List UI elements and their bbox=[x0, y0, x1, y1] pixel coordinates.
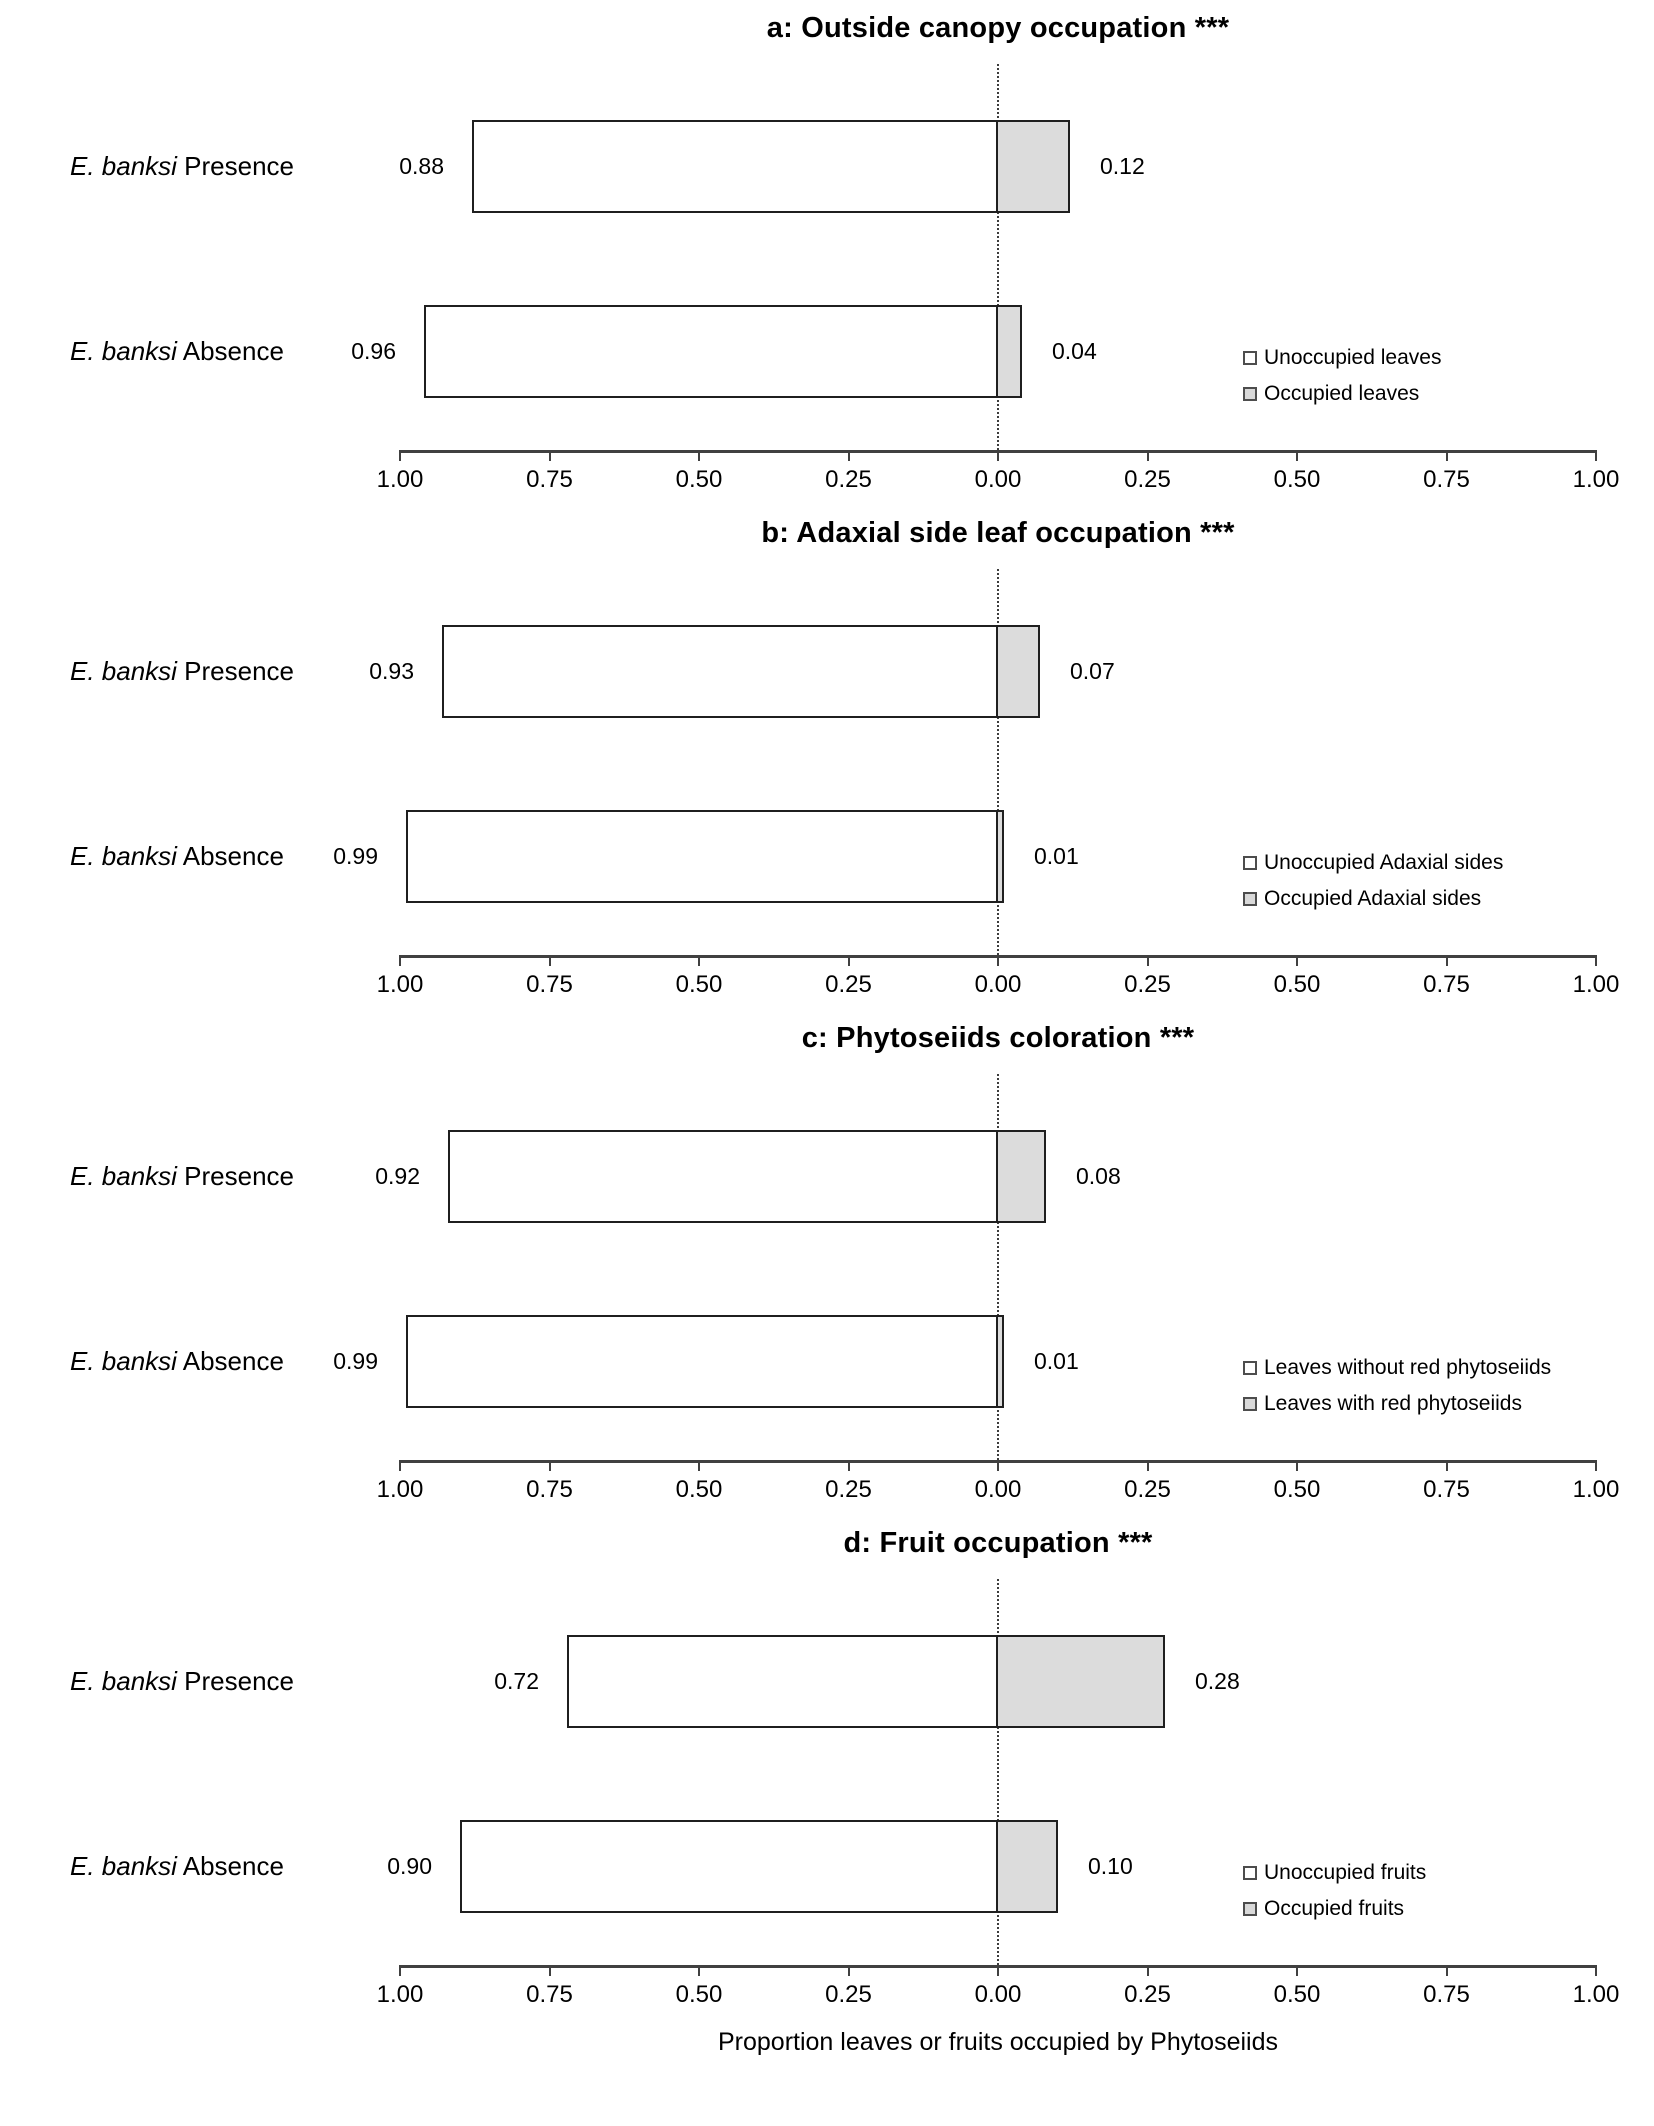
legend-item bbox=[1243, 379, 1441, 409]
right-value-label: 0.10 bbox=[1088, 1852, 1133, 1879]
x-axis-tick-label: 0.50 bbox=[1273, 1476, 1321, 1503]
x-axis-tick-label: 0.50 bbox=[1273, 971, 1321, 998]
x-axis-tick bbox=[399, 1965, 401, 1976]
x-axis-tick bbox=[1147, 955, 1149, 966]
x-axis-tick-label: 1.00 bbox=[1572, 1981, 1620, 2008]
category-label: E. banksi Presence bbox=[70, 655, 295, 686]
left-value-label: 0.92 bbox=[375, 1162, 420, 1189]
legend-swatch-gray-icon bbox=[1243, 387, 1257, 401]
legend-item bbox=[1243, 1353, 1551, 1383]
x-axis-tick bbox=[1446, 450, 1448, 461]
x-axis-tick bbox=[997, 450, 999, 461]
x-axis-tick bbox=[399, 955, 401, 966]
x-axis-tick-label: 0.00 bbox=[974, 1981, 1022, 2008]
panel-title: a: Outside canopy occupation *** bbox=[766, 12, 1230, 44]
category-label: E. banksi Presence bbox=[70, 1160, 295, 1191]
species-name: E. banksi bbox=[70, 150, 177, 181]
x-axis-title: Proportion leaves or fruits occupied by Phytoseiids bbox=[717, 2028, 1278, 2056]
legend-swatch-white-icon bbox=[1243, 1866, 1257, 1880]
x-axis-tick-label: 0.50 bbox=[675, 971, 723, 998]
species-name: E. banksi bbox=[70, 1345, 177, 1376]
x-axis-tick-label: 0.00 bbox=[974, 971, 1022, 998]
x-axis-tick-label: 0.25 bbox=[825, 1476, 872, 1503]
unoccupied-bar bbox=[406, 1315, 998, 1408]
legend-label: Occupied Adaxial sides bbox=[1264, 887, 1482, 910]
x-axis-tick-label: 0.25 bbox=[1124, 1981, 1171, 2008]
unoccupied-bar bbox=[567, 1635, 998, 1728]
unoccupied-bar bbox=[406, 810, 998, 903]
x-axis-tick bbox=[1595, 1460, 1597, 1471]
x-axis-tick-label: 0.75 bbox=[526, 1476, 573, 1503]
panel-title: c: Phytoseiids coloration *** bbox=[801, 1022, 1195, 1054]
legend-item bbox=[1243, 343, 1441, 373]
left-value-label: 0.96 bbox=[351, 337, 396, 364]
legend-swatch-white-icon bbox=[1243, 856, 1257, 870]
unoccupied-bar bbox=[442, 625, 998, 718]
right-value-label: 0.28 bbox=[1195, 1667, 1240, 1694]
x-axis-tick bbox=[549, 955, 551, 966]
panel-title: d: Fruit occupation *** bbox=[843, 1527, 1153, 1559]
category-label: E. banksi Absence bbox=[70, 1345, 284, 1376]
x-axis-tick bbox=[997, 1965, 999, 1976]
x-axis-tick-label: 1.00 bbox=[1572, 971, 1620, 998]
x-axis-tick bbox=[698, 1460, 700, 1471]
legend-label: Leaves without red phytoseiids bbox=[1264, 1356, 1552, 1379]
occupied-bar bbox=[996, 305, 1022, 398]
right-value-label: 0.07 bbox=[1070, 657, 1115, 684]
x-axis-tick-label: 0.00 bbox=[974, 466, 1022, 493]
unoccupied-bar bbox=[460, 1820, 998, 1913]
species-name: E. banksi bbox=[70, 840, 177, 871]
right-value-label: 0.01 bbox=[1034, 1347, 1079, 1374]
x-axis-tick bbox=[848, 955, 850, 966]
unoccupied-bar bbox=[472, 120, 998, 213]
category-label: E. banksi Absence bbox=[70, 335, 284, 366]
legend-item bbox=[1243, 884, 1503, 914]
x-axis-tick bbox=[1446, 1965, 1448, 1976]
x-axis-tick bbox=[549, 450, 551, 461]
x-axis-tick bbox=[997, 1460, 999, 1471]
x-axis-tick bbox=[1296, 955, 1298, 966]
panel-c bbox=[0, 1010, 1654, 1515]
panel-a bbox=[0, 0, 1654, 505]
occupied-bar bbox=[996, 1820, 1058, 1913]
right-value-label: 0.01 bbox=[1034, 842, 1079, 869]
x-axis-tick-label: 0.25 bbox=[1124, 971, 1171, 998]
x-axis-tick-label: 0.75 bbox=[526, 1981, 573, 2008]
occupied-bar bbox=[996, 1315, 1004, 1408]
x-axis-tick-label: 0.25 bbox=[825, 1981, 872, 2008]
left-value-label: 0.88 bbox=[399, 152, 444, 179]
legend bbox=[1243, 848, 1503, 920]
x-axis-tick-label: 1.00 bbox=[1572, 1476, 1620, 1503]
panel-d bbox=[0, 1515, 1654, 2020]
x-axis-tick-label: 0.00 bbox=[974, 1476, 1022, 1503]
legend-label: Unoccupied fruits bbox=[1264, 1861, 1427, 1884]
panel-title: b: Adaxial side leaf occupation *** bbox=[761, 517, 1235, 549]
legend-item bbox=[1243, 848, 1503, 878]
occupied-bar bbox=[996, 1130, 1046, 1223]
x-axis-tick bbox=[1147, 1460, 1149, 1471]
category-label: E. banksi Absence bbox=[70, 1850, 284, 1881]
x-axis-tick bbox=[1595, 955, 1597, 966]
x-axis-tick-label: 1.00 bbox=[376, 466, 424, 493]
x-axis-tick-label: 0.75 bbox=[526, 971, 573, 998]
x-axis-tick bbox=[549, 1965, 551, 1976]
x-axis-tick-label: 0.75 bbox=[526, 466, 573, 493]
right-value-label: 0.12 bbox=[1100, 152, 1145, 179]
x-axis-tick-label: 0.75 bbox=[1423, 1981, 1470, 2008]
right-value-label: 0.08 bbox=[1076, 1162, 1121, 1189]
x-axis-tick-label: 0.25 bbox=[1124, 466, 1171, 493]
x-axis-tick-label: 0.50 bbox=[675, 1476, 723, 1503]
x-axis-tick bbox=[997, 955, 999, 966]
left-value-label: 0.72 bbox=[494, 1667, 539, 1694]
x-axis-tick bbox=[848, 450, 850, 461]
x-axis-tick-label: 0.25 bbox=[825, 466, 872, 493]
legend-label: Unoccupied Adaxial sides bbox=[1264, 851, 1504, 874]
right-value-label: 0.04 bbox=[1052, 337, 1097, 364]
occupied-bar bbox=[996, 625, 1040, 718]
legend bbox=[1243, 1353, 1551, 1425]
legend-swatch-white-icon bbox=[1243, 351, 1257, 365]
x-axis-tick bbox=[1296, 1460, 1298, 1471]
x-axis-tick-label: 0.50 bbox=[675, 1981, 723, 2008]
left-value-label: 0.93 bbox=[369, 657, 414, 684]
x-axis-tick-label: 0.75 bbox=[1423, 971, 1470, 998]
unoccupied-bar bbox=[424, 305, 998, 398]
legend bbox=[1243, 343, 1441, 415]
x-axis-tick bbox=[848, 1460, 850, 1471]
x-axis-tick bbox=[698, 450, 700, 461]
x-axis-tick-label: 0.50 bbox=[675, 466, 723, 493]
x-axis-tick-label: 0.75 bbox=[1423, 1476, 1470, 1503]
x-axis-tick bbox=[1595, 1965, 1597, 1976]
legend-swatch-gray-icon bbox=[1243, 892, 1257, 906]
legend-label: Unoccupied leaves bbox=[1264, 346, 1442, 369]
species-name: E. banksi bbox=[70, 655, 177, 686]
unoccupied-bar bbox=[448, 1130, 998, 1223]
x-axis-tick bbox=[1147, 450, 1149, 461]
species-name: E. banksi bbox=[70, 335, 177, 366]
x-axis-tick bbox=[1595, 450, 1597, 461]
legend-label: Leaves with red phytoseiids bbox=[1264, 1392, 1522, 1415]
x-axis-tick-label: 0.75 bbox=[1423, 466, 1470, 493]
species-name: E. banksi bbox=[70, 1850, 177, 1881]
species-name: E. banksi bbox=[70, 1665, 177, 1696]
species-name: E. banksi bbox=[70, 1160, 177, 1191]
legend-swatch-gray-icon bbox=[1243, 1397, 1257, 1411]
x-axis-tick-label: 1.00 bbox=[376, 1981, 424, 2008]
legend-item bbox=[1243, 1894, 1426, 1924]
x-axis-tick bbox=[1296, 1965, 1298, 1976]
x-axis-tick bbox=[1446, 955, 1448, 966]
x-axis-tick bbox=[1296, 450, 1298, 461]
legend-swatch-white-icon bbox=[1243, 1361, 1257, 1375]
category-label: E. banksi Presence bbox=[70, 150, 295, 181]
x-axis-tick bbox=[1446, 1460, 1448, 1471]
occupied-bar bbox=[996, 120, 1070, 213]
x-axis-tick-label: 1.00 bbox=[1572, 466, 1620, 493]
x-axis-tick-label: 0.25 bbox=[825, 971, 872, 998]
category-label: E. banksi Presence bbox=[70, 1665, 295, 1696]
left-value-label: 0.90 bbox=[387, 1852, 432, 1879]
legend-label: Occupied fruits bbox=[1264, 1897, 1405, 1920]
panel-b bbox=[0, 505, 1654, 1010]
left-value-label: 0.99 bbox=[333, 842, 378, 869]
x-axis-tick bbox=[848, 1965, 850, 1976]
x-axis-tick bbox=[549, 1460, 551, 1471]
x-axis-tick bbox=[399, 1460, 401, 1471]
category-label: E. banksi Absence bbox=[70, 840, 284, 871]
left-value-label: 0.99 bbox=[333, 1347, 378, 1374]
x-axis-tick bbox=[698, 1965, 700, 1976]
x-axis-tick-label: 0.25 bbox=[1124, 1476, 1171, 1503]
x-axis-tick bbox=[1147, 1965, 1149, 1976]
x-axis-tick bbox=[698, 955, 700, 966]
legend-item bbox=[1243, 1389, 1551, 1419]
x-axis-tick-label: 0.50 bbox=[1273, 1981, 1321, 2008]
legend bbox=[1243, 1858, 1426, 1930]
x-axis-tick-label: 0.50 bbox=[1273, 466, 1321, 493]
occupied-bar bbox=[996, 1635, 1165, 1728]
x-axis-tick bbox=[399, 450, 401, 461]
legend-swatch-gray-icon bbox=[1243, 1902, 1257, 1916]
x-axis-tick-label: 1.00 bbox=[376, 971, 424, 998]
legend-label: Occupied leaves bbox=[1264, 382, 1420, 405]
legend-item bbox=[1243, 1858, 1426, 1888]
occupied-bar bbox=[996, 810, 1004, 903]
x-axis-tick-label: 1.00 bbox=[376, 1476, 424, 1503]
